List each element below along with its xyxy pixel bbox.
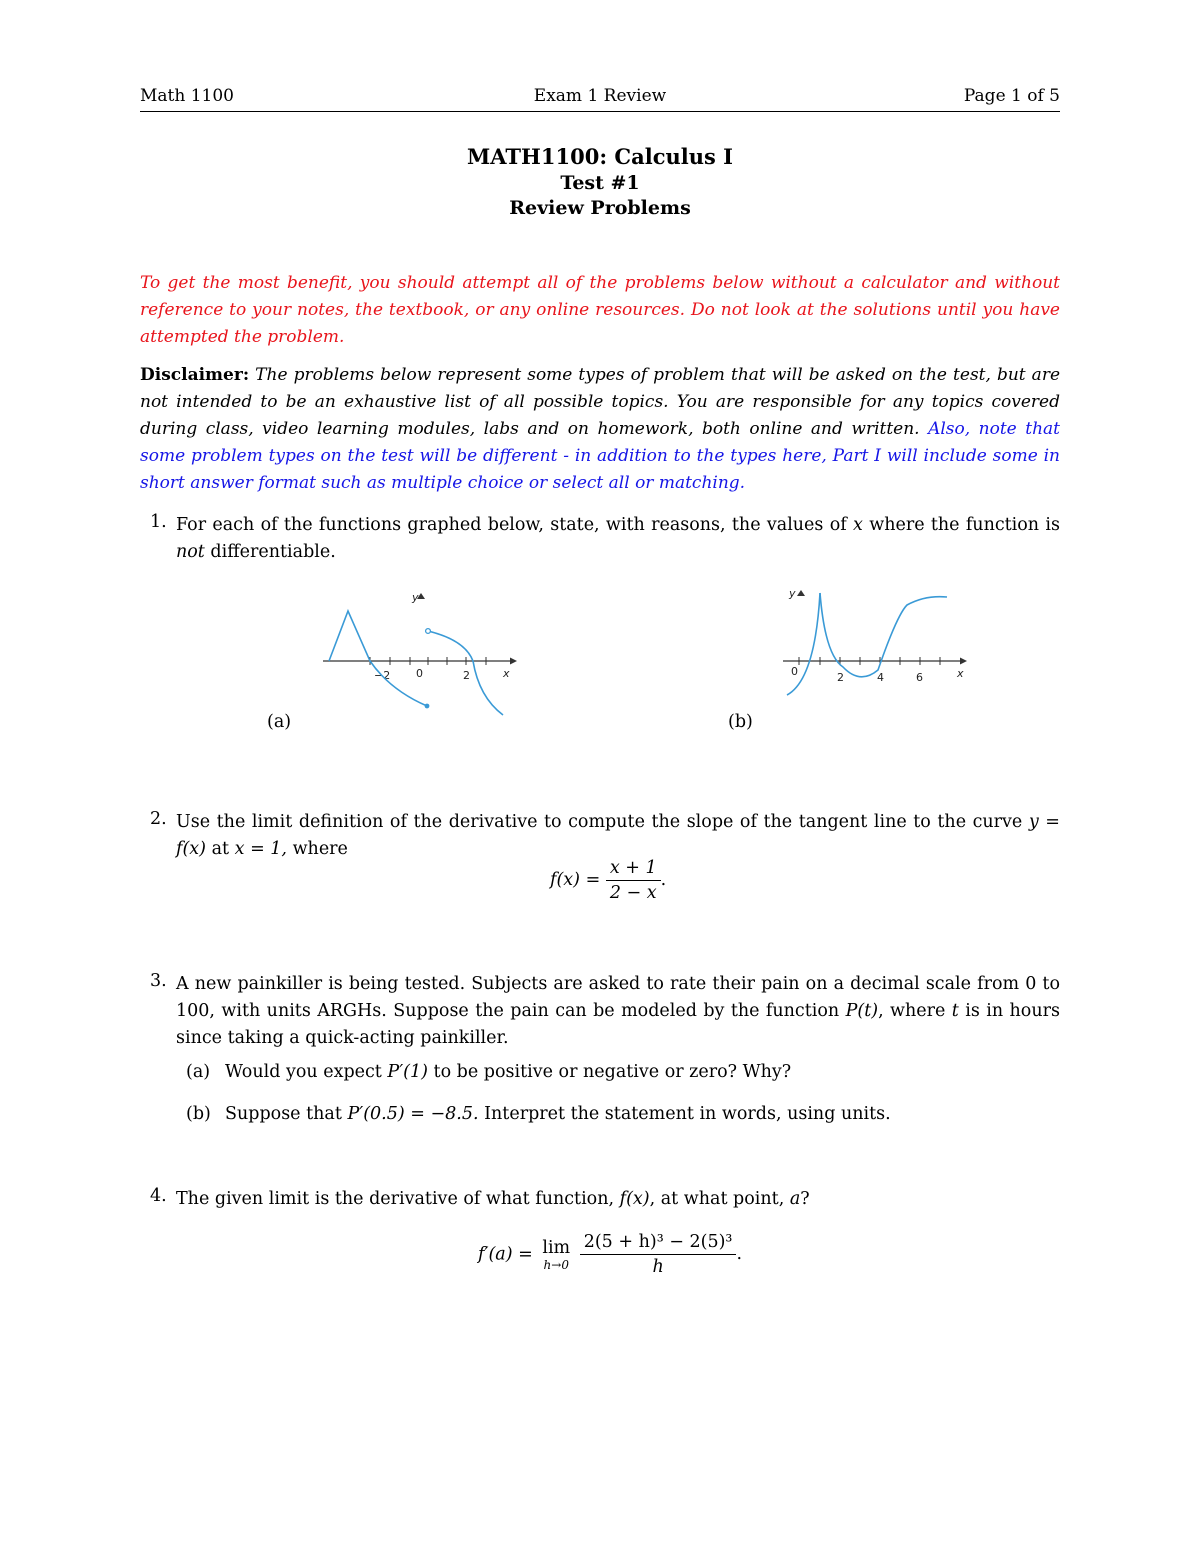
graph-a-y-label: y [412,591,419,604]
graph-b-x-label: x [957,667,964,680]
q1-variable: x [853,515,863,535]
q2-numerator: x + 1 [606,858,661,881]
q3-a-text-2: to be positive or negative or zero? Why? [433,1062,792,1082]
graph-a-curve-left [329,611,427,706]
q3-b-text-1: Suppose that [225,1104,342,1124]
q3-part-b-text [225,1104,891,1124]
graph-a-caption: (a) [267,712,292,732]
q3-b-text-2: Interpret the statement in words, using units. [484,1104,891,1124]
graph-b-tick-label: 6 [916,671,923,684]
q1-text-c: differentiable. [210,542,336,562]
graph-a-x-arrow [510,658,517,665]
disclaimer-note: Also, note that some problem types on the test will be different - in addition to the types here, Part I will include some in short answer format such as multiple choice or select all or matching. [140,419,1060,493]
header-course: Math 1100 [140,86,234,106]
graph-b-curve-left [787,593,820,695]
document-title: MATH1100: Calculus I [467,144,733,169]
q1-text-a: For each of the functions graphed below, state, with reasons, the values of [176,515,847,535]
graph-a-tick-label: 0 [416,667,423,680]
graph-a-open-dot [426,629,431,634]
q2-lhs: f(x) = [550,870,601,890]
header-title: Exam 1 Review [533,86,667,106]
document-subtitle: Review Problems [509,197,691,219]
disclaimer-label: Disclaimer: [140,365,250,385]
q1-emphasis: not [176,542,205,562]
question-3-text [176,971,1060,1052]
q4-fraction [580,1232,737,1277]
graph-b-x-arrow [960,658,967,665]
q3-function: P(t) [845,1001,879,1021]
q2-at: at [211,839,230,859]
header-page-number: Page 1 of 5 [963,86,1060,106]
q2-where: where [292,839,348,859]
question-4-text [176,1186,1060,1213]
question-1-text [176,512,1060,566]
q4-denominator: h [652,1257,664,1277]
q2-denominator: 2 − x [609,883,657,903]
graph-a-tick-label: −2 [374,669,391,682]
q2-curve: y = f(x) [176,812,1060,859]
q3-part-a-text [225,1062,791,1082]
graph-b-caption: (b) [728,712,753,732]
q2-point: x = 1, [234,839,287,859]
question-2-number: 2. [150,809,167,829]
q4-lhs: f′(a) = [478,1244,533,1265]
advice-text: To get the most benefit, you should attempt all of the problems below without a calculator and without reference to your notes, the textbook, or any online resources. Do not look at the solutions until you have attempted the problem. [140,273,1060,347]
q4-text-a: The given limit is the derivative of what function, [176,1189,615,1209]
graph-a-tick-label: 2 [463,669,470,682]
q3-part-a-label: (a) [186,1062,211,1082]
q3-b-expression: P′(0.5) = −8.5. [347,1104,479,1124]
q4-text-c: ? [800,1189,810,1209]
graph-a-x-label: x [503,667,510,680]
q2-equation [550,858,666,903]
graph-b-y-label: y [789,587,796,600]
q4-limit [542,1238,570,1272]
q4-limit-label: lim [542,1237,571,1258]
graph-b-curve-right [820,593,947,677]
q4-end: . [736,1244,743,1264]
q3-text-b: , where [878,1001,946,1021]
q4-equation [478,1232,742,1277]
disclaimer-text: The problems below represent some types of problem that will be asked on the test, but are not intended to be an exhaustive list of all possible topics. You are responsible for any topics covered during class, video learning modules, labs and on homework, both online and written. [140,365,1061,439]
q3-a-expression: P′(1) [387,1062,428,1082]
graph-a-closed-dot [425,704,430,709]
q4-limit-subscript: h→0 [543,1257,569,1272]
q4-function: f(x) [619,1189,650,1209]
q3-text-c: is in hours since taking a quick-acting painkiller. [176,1001,1060,1048]
graph-b-tick-label: 4 [877,671,884,684]
question-3-number: 3. [150,971,167,991]
test-number: Test #1 [560,172,640,194]
graph-a [315,585,520,720]
q4-numerator: 2(5 + h)³ − 2(5)³ [580,1232,737,1255]
q3-text-a: A new painkiller is being tested. Subjects are asked to rate their pain on a decimal scale from 0 to 100, with units ARGHs. Suppose the pain can be modeled by the function [176,974,1060,1021]
q4-point: a [789,1189,801,1209]
graph-b-tick-label: 0 [791,665,798,678]
question-4-number: 4. [150,1186,167,1206]
graph-b-tick-label: 2 [837,671,844,684]
question-1-number: 1. [150,512,167,532]
header-rule [140,111,1060,112]
q1-text-b: where the function is [869,515,1060,535]
q3-part-b-label: (b) [186,1104,211,1124]
q4-text-b: , at what point, [649,1189,785,1209]
graph-b-y-arrow [797,590,805,596]
q2-end: . [660,870,667,890]
q3-a-text-1: Would you expect [225,1062,382,1082]
graph-b [775,585,980,710]
question-2-text [176,809,1060,863]
disclaimer [140,362,1060,497]
q2-fraction [606,858,661,903]
q3-variable: t [951,1001,959,1021]
q2-text: Use the limit definition of the derivative to compute the slope of the tangent line to the curve [176,812,1023,832]
